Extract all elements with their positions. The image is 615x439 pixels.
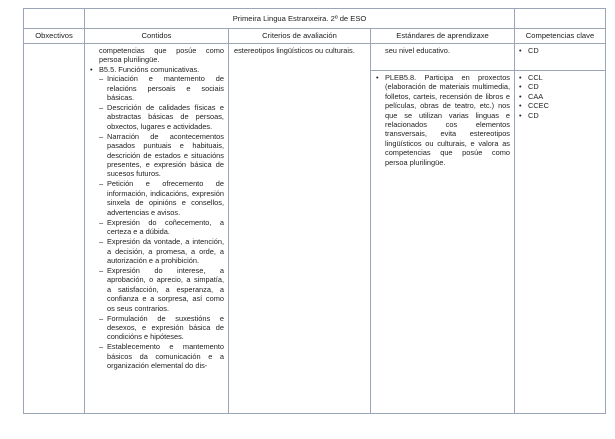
competencias-top-list <box>515 46 605 55</box>
list-item: – Establecemento e mantemento básicos da comunicación e a organización elemental do dis- <box>99 342 224 371</box>
bullet-icon: • <box>519 46 522 55</box>
list-item: • CD <box>519 82 539 92</box>
list-item: – Petición e ofrecemento de información, indicacións, expresión sinxela de opinións e consellos, advertencias e avisos. <box>99 179 224 217</box>
bullet-icon: • <box>519 91 522 101</box>
header-obxectivos: Obxectivos <box>24 29 85 44</box>
dash-icon: – <box>99 265 104 275</box>
bullet-icon: • <box>519 110 522 120</box>
estandares-top-text: seu nivel educativo. <box>385 46 450 55</box>
estandares-cell <box>371 44 515 414</box>
competencias-bottom-list <box>515 73 605 120</box>
list-item: – Narración de acontecementos pasados puntuais e habituais, descrición de estados e situacións presentes, e expresión básica de sucesos futuros. <box>99 131 224 179</box>
list-item: • CCEC <box>519 101 549 111</box>
competencias-cell <box>515 44 606 414</box>
list-item: • CCL <box>519 73 543 82</box>
contidos-intro: competencias que posúe como persoa plurilingüe. <box>99 46 224 65</box>
list-item: – Formulación de suxestións e desexos, e expresión básica de condicións e hipóteses. <box>99 313 224 342</box>
list-item: – Expresión do interese, a aprobación, o aprecio, a simpatía, a satisfacción, a esperanza, a confianza e a sorpresa, así como os seus contrarios. <box>99 265 224 313</box>
blank-title-cell <box>515 9 606 29</box>
blank-corner-cell <box>24 9 85 29</box>
dash-icon: – <box>99 131 104 141</box>
bullet-icon: • <box>90 64 93 74</box>
header-criterios: Criterios de avaliación <box>229 29 371 44</box>
dash-icon: – <box>99 74 104 84</box>
dash-icon: – <box>99 313 104 323</box>
bullet-icon: • <box>519 101 522 111</box>
obxectivos-cell <box>24 44 85 414</box>
estandares-item-text: PLEB5.8. Participa en proxectos (elaboración de materiais multimedia, folletos, carteis, recensión de libros e películas, obras de teatro, etc.) nos que se utilizan varias linguas e relacionados cos elementos transversais, evita estereotipos lingüísticos ou culturais, e valora as competencias que posúe como persoa plurilingüe. <box>385 73 510 167</box>
contidos-cell <box>85 44 229 414</box>
list-item: • CD <box>519 46 539 55</box>
contidos-section <box>90 65 224 74</box>
list-item: • CAA <box>519 91 544 101</box>
list-item: – Expresión do coñecemento, a certeza e a dúbida. <box>99 217 224 237</box>
list-item: • CD <box>519 110 539 120</box>
estandares-item <box>376 73 510 167</box>
curriculum-table <box>23 8 606 414</box>
dash-icon: – <box>99 217 104 227</box>
dash-icon: – <box>99 179 104 189</box>
list-item: – Expresión da vontade, a intención, a decisión, a promesa, a orde, a autorización e a prohibición. <box>99 237 224 265</box>
bullet-icon: • <box>519 82 522 92</box>
list-item: – Iniciación e mantemento de relacións persoais e sociais básicas. <box>99 74 224 103</box>
dash-icon: – <box>99 103 104 113</box>
dash-icon: – <box>99 342 104 352</box>
criterios-text: estereotipos lingüísticos ou culturais. <box>234 46 355 55</box>
criterios-cell <box>229 44 371 414</box>
list-item: – Descrición de calidades físicas e abstractas básicas de persoas, obxectos, lugares e actividades. <box>99 103 224 131</box>
table-title: Primeira Lingua Estranxeira. 2º de ESO <box>85 9 515 29</box>
bullet-icon: • <box>519 73 522 82</box>
bullet-icon: • <box>376 73 379 82</box>
header-estandares: Estándares de aprendizaxe <box>371 29 515 44</box>
header-contidos: Contidos <box>85 29 229 44</box>
header-competencias: Competencias clave <box>515 29 606 44</box>
dash-icon: – <box>99 237 104 247</box>
contidos-section-title: B5.5. Funcións comunicativas. <box>99 64 200 74</box>
contidos-list <box>90 74 224 370</box>
